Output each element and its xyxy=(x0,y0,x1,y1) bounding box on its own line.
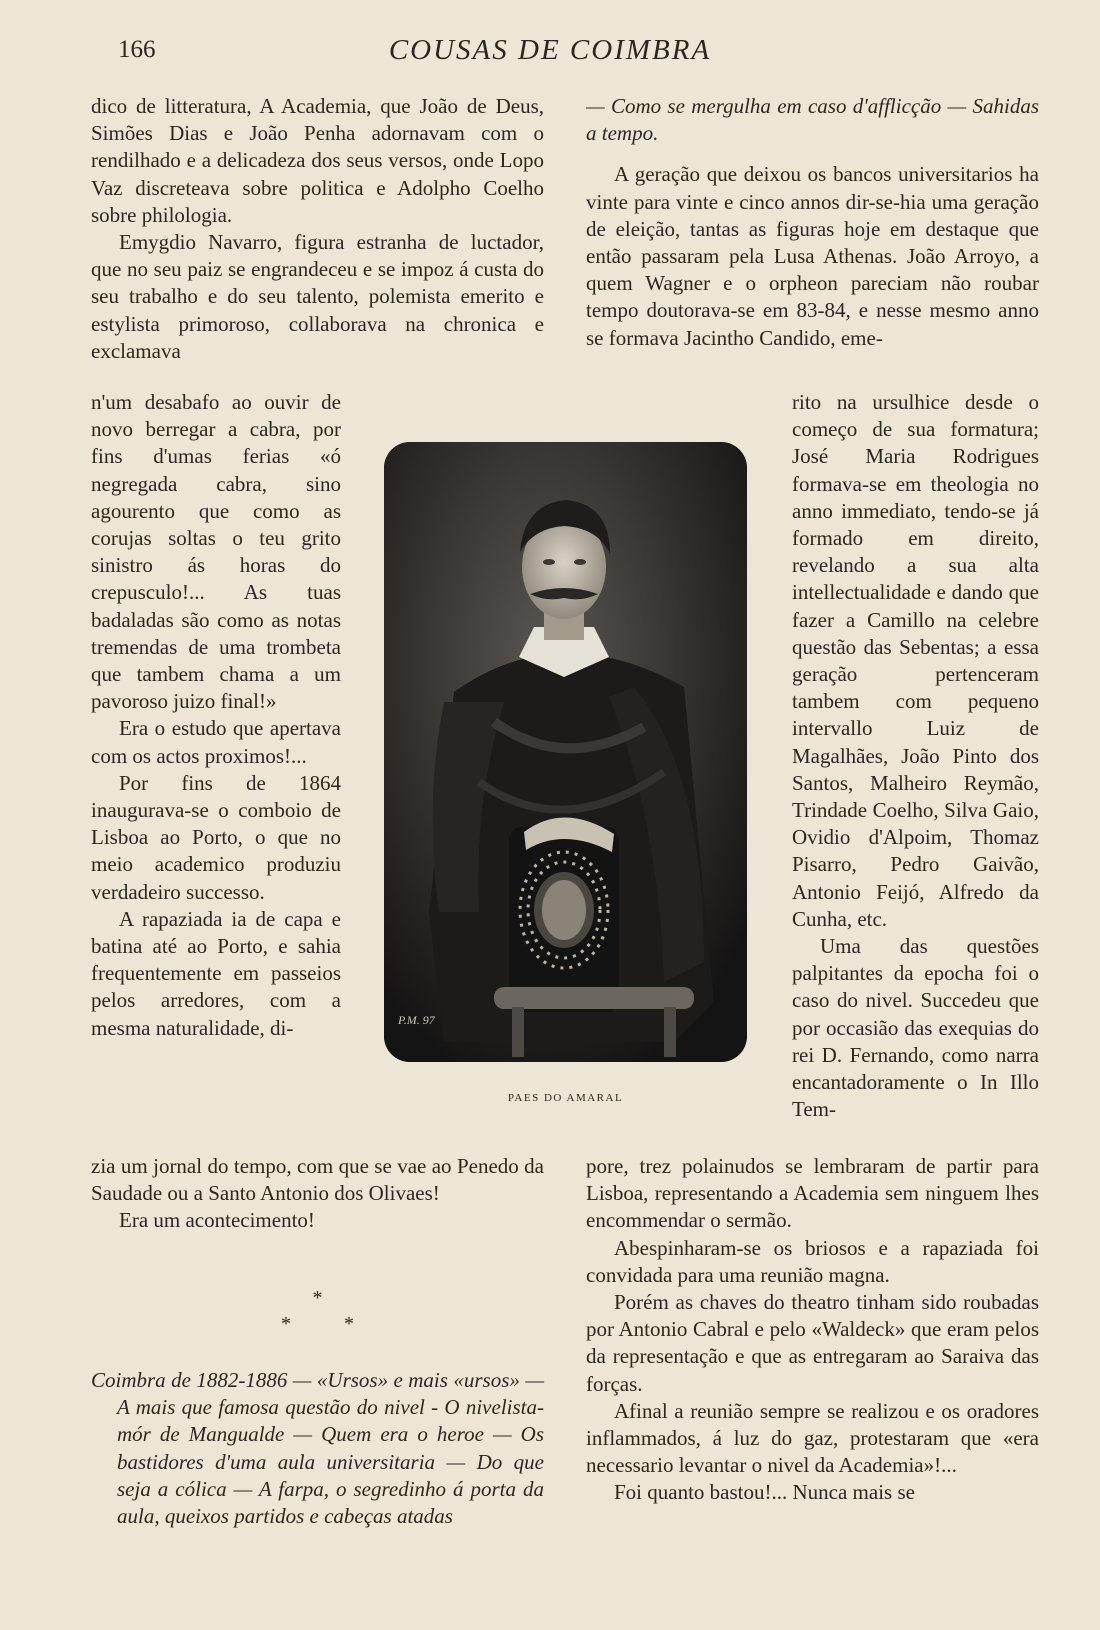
page-number: 166 xyxy=(118,36,156,63)
paragraph: Foi quanto bastou!... Nunca mais se xyxy=(614,1480,915,1505)
running-title: COUSAS DE COIMBRA xyxy=(388,34,712,66)
paragraph: pore, trez polainudos se lembraram de partir para Lisboa, representando a Academia sem ninguem lhes encommendar o sermão. xyxy=(586,1154,1039,1233)
left-column-narrow xyxy=(91,389,341,1042)
paragraph: Era o estudo que apertava com os actos proximos!... xyxy=(91,716,341,768)
paragraph: Emygdio Navarro, figura estranha de luctador, que no seu paiz se engrandeceu e se impoz á custa do seu trabalho e do seu talento, polemista emerito e estylista primoroso, collaborava na chronica e exclamava xyxy=(91,230,544,363)
asterism-top: * xyxy=(312,1287,323,1309)
paragraph: A rapaziada ia de capa e batina até ao Porto, e sahia frequentemente em passeios pelos arredores, com a mesma naturalidade, di- xyxy=(91,906,341,1040)
paragraph: Por fins de 1864 inaugurava-se o comboio de Lisboa ao Porto, o que no meio academico produziu verdadeiro successo. xyxy=(91,770,341,904)
paragraph: rito na ursulhice desde o começo de sua formatura; José Maria Rodrigues formava-se em theologia no anno immediato, tendo-se já formado em direito, revelando a sua alta intellectualidade e dando que fazer a Camillo na celebre questão das Sebentas; a essa geração pertenceram tambem com pequeno intervallo Luiz de Magalhães, João Pinto dos Santos, Malheiro Reymão, Trindade Coelho, Silva Gaio, Ovidio d'Alpoim, Thomaz Pisarro, Pedro Gaivão, Antonio Feijó, Alfredo da Cunha, etc. xyxy=(792,390,1039,931)
right-column-top xyxy=(586,93,1039,352)
left-column-top xyxy=(91,93,544,365)
right-column-bottom xyxy=(586,1153,1039,1507)
portrait-illustration xyxy=(384,442,747,1062)
chapter-summary-text: Coimbra de 1882-1886 — «Ursos» e mais «ursos» — A mais que famosa questão do nivel - O nivelista-mór de Mangualde — Quem era o heroe — Os bastidores d'uma aula universitaria — Do que seja a cólica — A farpa, o segredinho á porta da aula, queixos partidos e cabeças atadas xyxy=(91,1368,544,1529)
paragraph: Uma das questões palpitantes da epocha foi o caso do nivel. Succedeu que por occasião das exequias do rei D. Fernando, como narra encantadoramente o In Illo Tem- xyxy=(792,934,1039,1122)
paragraph: A geração que deixou os bancos universitarios ha vinte para vinte e cinco annos dir-se-hia uma geração de eleição, tantas as figuras hoje em destaque que então passaram pela Lusa Athenas. João Arroyo, a quem Wagner e o orpheon pareciam não roubar tempo doutorava-se em 83-84, e nesse mesmo anno se formava Jacintho Candido, eme- xyxy=(586,162,1039,350)
summary-continuation: — Como se mergulha em caso d'afflicção — Sahidas a tempo. xyxy=(586,94,1039,146)
right-column-narrow xyxy=(792,389,1039,1123)
portrait-photo xyxy=(384,442,747,1062)
photo-signature: P.M. 97 xyxy=(398,1013,435,1027)
paragraph: n'um desabafo ao ouvir de novo berregar a cabra, por fins d'umas ferias «ó negregada cabra, sino agourento que como as corujas soltas o teu grito sinistro ás horas do crepusculo!... As tuas badaladas são como as notas tremendas de uma trombeta que tambem chama a um pavoroso juizo final!» xyxy=(91,390,341,714)
paragraph: zia um jornal do tempo, com que se vae ao Penedo da Saudade ou a Santo Antonio dos Olivaes! xyxy=(91,1154,544,1206)
paragraph: Era um acontecimento! xyxy=(119,1208,315,1233)
paragraph: dico de litteratura, A Academia, que João de Deus, Simões Dias e João Penha adornavam com o rendilhado e a delicadeza dos seus versos, onde Lopo Vaz discreteava sobre politica e Adolpho Coelho sobre philologia. xyxy=(91,94,544,227)
chapter-summary xyxy=(91,1367,544,1530)
paragraph: Porém as chaves do theatro tinham sido roubadas por Antonio Cabral e pelo «Waldeck» que eram pelos da representação e que as entregaram ao Saraiva das forças. xyxy=(586,1290,1039,1396)
photo-caption: PAES DO AMARAL xyxy=(507,1092,624,1104)
asterism xyxy=(91,1285,544,1337)
asterism-bottom: * * xyxy=(281,1313,378,1335)
paragraph: Abespinharam-se os briosos e a rapaziada foi convidada para uma reunião magna. xyxy=(586,1235,1039,1287)
left-column-bottom xyxy=(91,1153,544,1235)
paragraph: Afinal a reunião sempre se realizou e os oradores inflammados, á luz do gaz, protestaram que «era necessario levantar o nivel da Academia»!... xyxy=(586,1398,1039,1478)
